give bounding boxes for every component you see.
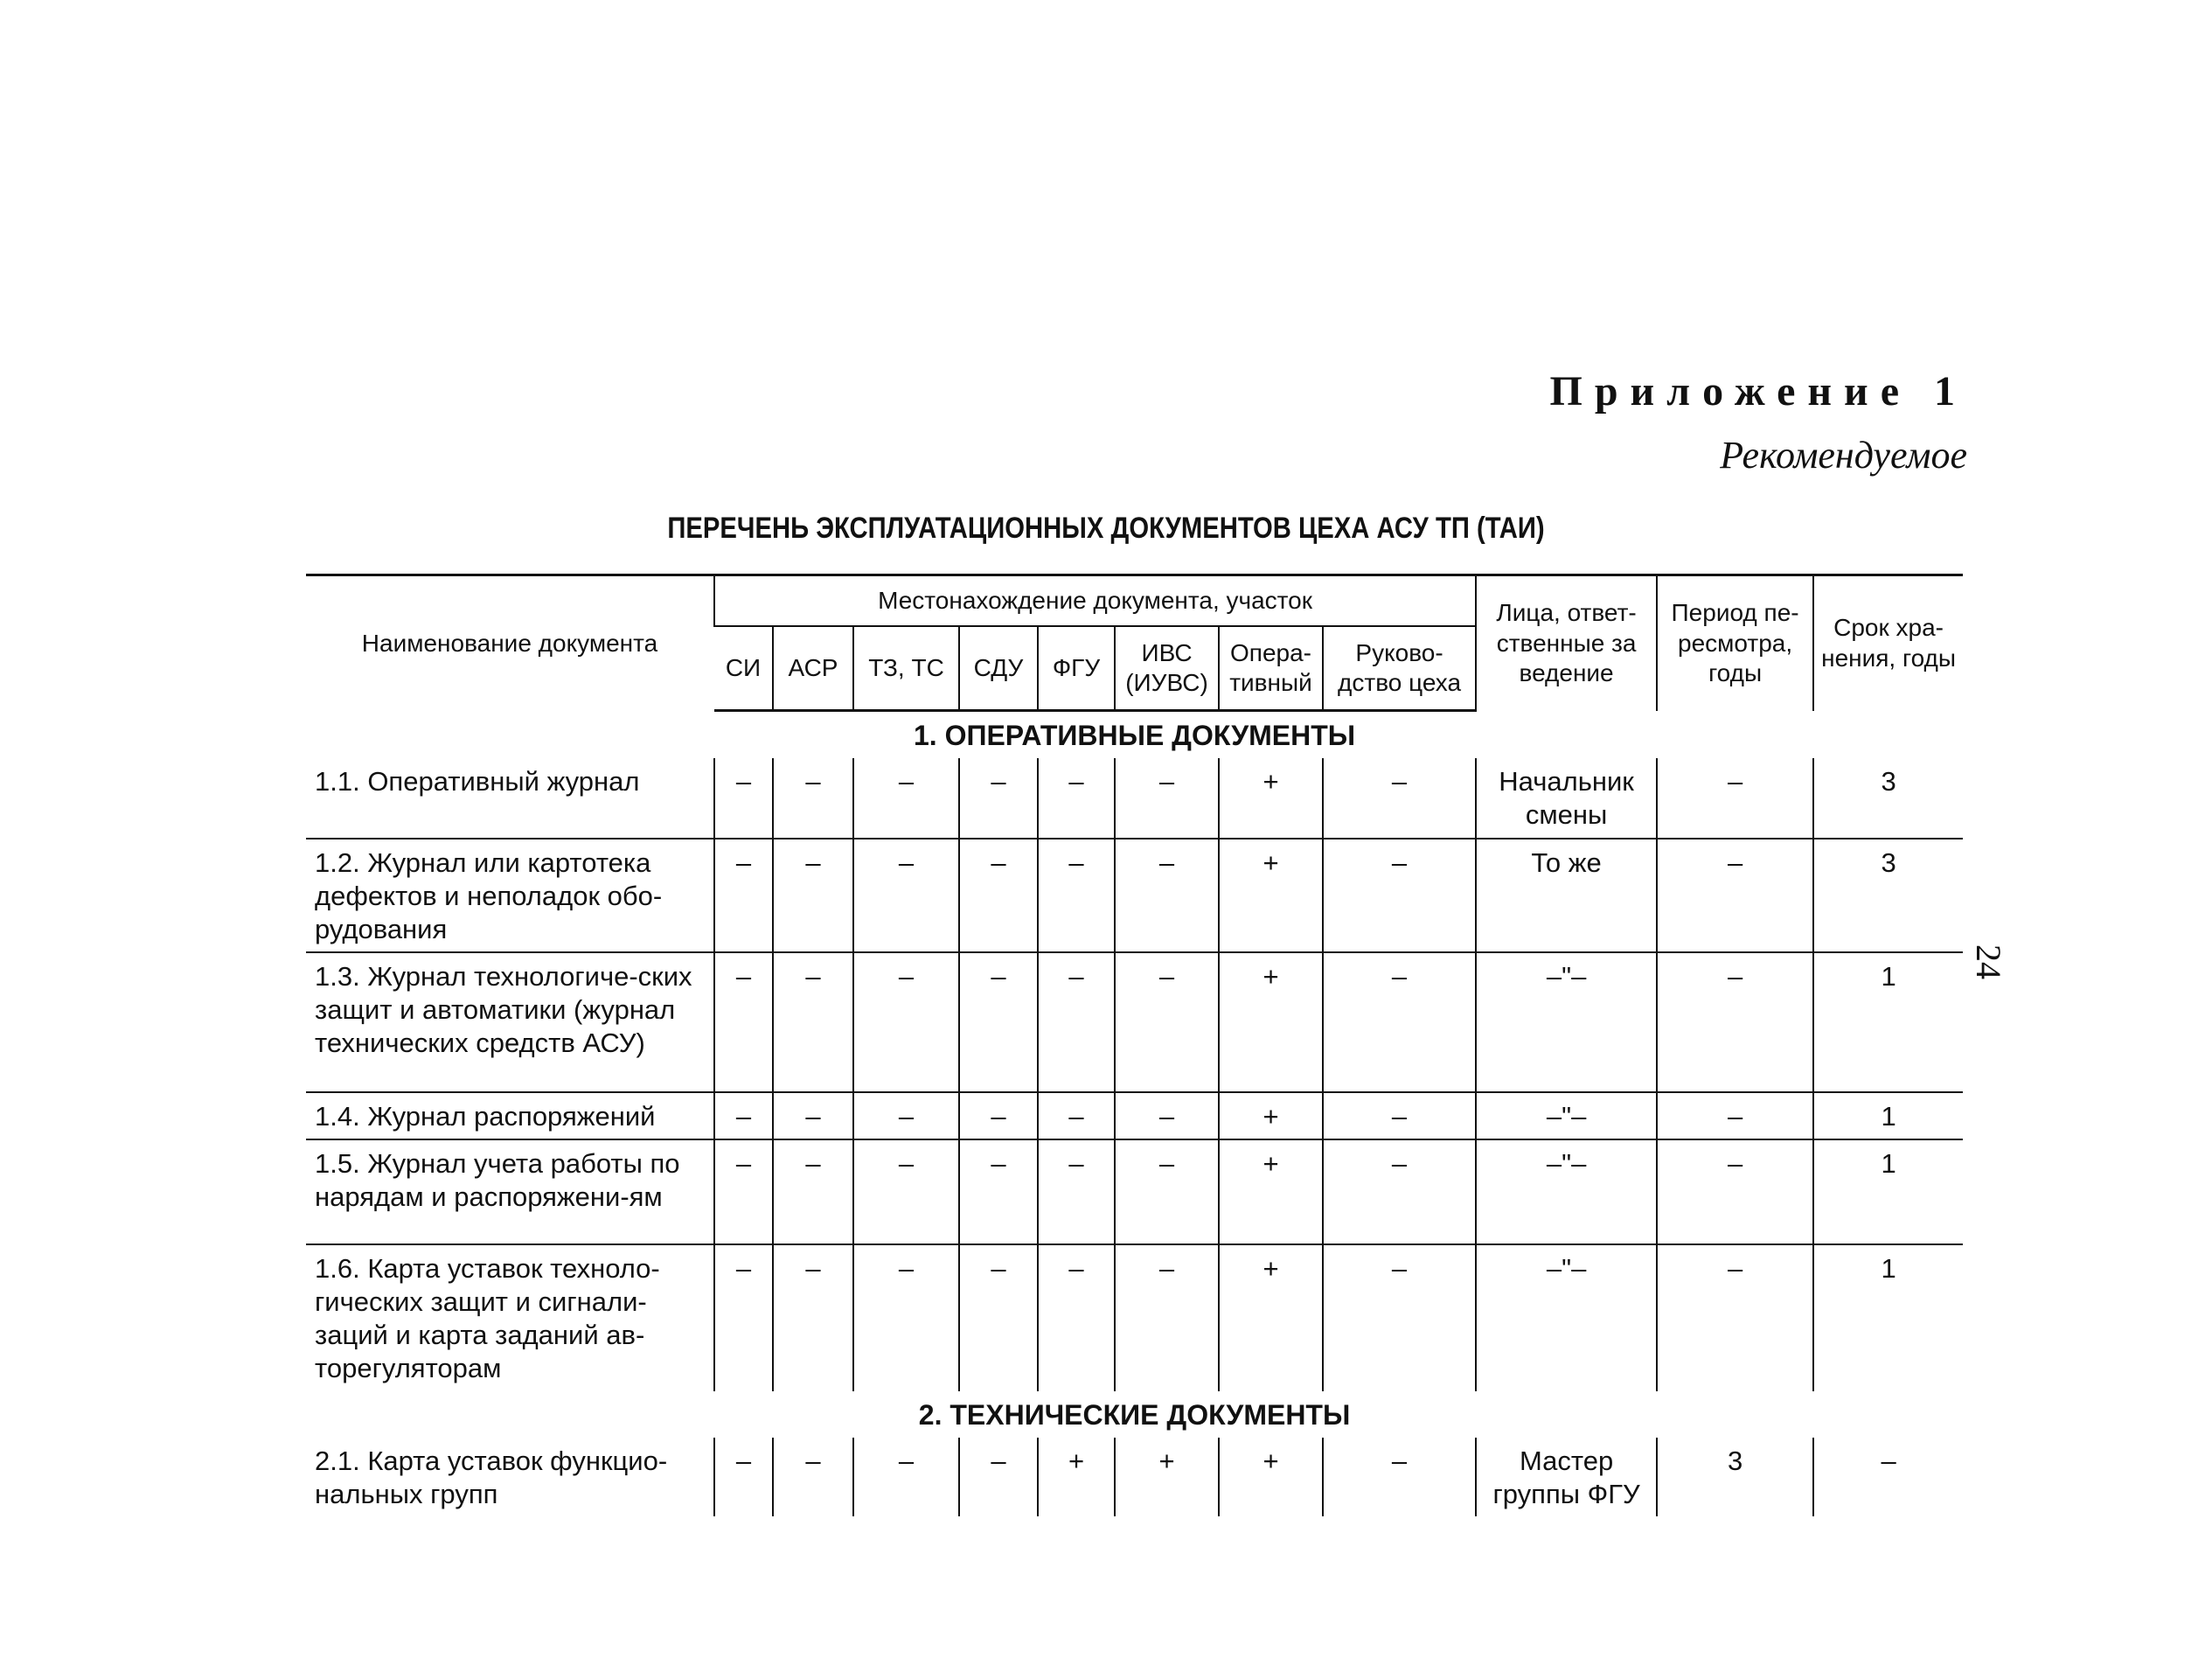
location-mark-cell: – [714,1244,773,1391]
location-mark-cell: + [1219,952,1323,1092]
document-name-cell: 1.1. Оперативный журнал [306,758,714,838]
col-header-name: Наименование документа [306,575,714,711]
location-mark-cell: – [1115,1092,1219,1139]
location-mark-cell: – [853,1438,959,1516]
table-row [306,952,1963,1092]
section-row [306,1391,1963,1438]
location-mark-cell: – [714,1092,773,1139]
document-title: ПЕРЕЧЕНЬ ЭКСПЛУАТАЦИОННЫХ ДОКУМЕНТОВ ЦЕХА АСУ ТП (ТАИ) [667,512,1545,545]
location-mark-cell: – [714,1438,773,1516]
documents-table [306,574,1963,1516]
location-mark-cell: – [773,1438,853,1516]
section-row [306,711,1963,759]
col-header-storage: Срок хра-нения, годы [1813,575,1963,711]
location-mark-cell: – [959,839,1038,952]
col-header-tz-ts: ТЗ, ТС [853,626,959,711]
storage-period-cell: 1 [1813,952,1963,1092]
responsible-cell: –"– [1476,1139,1657,1244]
location-mark-cell: – [1038,1139,1115,1244]
col-header-location-group: Местонахождение документа, участок [714,575,1476,627]
location-mark-cell: + [1219,758,1323,838]
location-mark-cell: – [1115,839,1219,952]
location-mark-cell: – [1038,952,1115,1092]
location-mark-cell: – [959,952,1038,1092]
storage-period-cell: 1 [1813,1092,1963,1139]
location-mark-cell: – [773,1244,853,1391]
storage-period-cell: 3 [1813,758,1963,838]
section-title: 2. ТЕХНИЧЕСКИЕ ДОКУМЕНТЫ [918,1398,1351,1431]
responsible-cell: То же [1476,839,1657,952]
location-mark-cell: – [853,1139,959,1244]
review-period-cell: – [1657,1139,1813,1244]
location-mark-cell: – [1323,952,1476,1092]
location-mark-cell: – [853,1244,959,1391]
location-mark-cell: – [1038,758,1115,838]
location-mark-cell: – [1115,1139,1219,1244]
location-mark-cell: – [714,952,773,1092]
location-mark-cell: – [1115,758,1219,838]
col-header-responsible: Лица, ответ-ственные за ведение [1476,575,1657,711]
location-mark-cell: – [959,1244,1038,1391]
location-mark-cell: – [1323,1092,1476,1139]
location-mark-cell: – [853,952,959,1092]
location-mark-cell: – [773,1139,853,1244]
table-row [306,1438,1963,1516]
location-mark-cell: – [773,758,853,838]
col-header-review: Период пе-ресмотра, годы [1657,575,1813,711]
location-mark-cell: – [714,758,773,838]
location-mark-cell: + [1219,1438,1323,1516]
col-header-si: СИ [714,626,773,711]
storage-period-cell: 1 [1813,1139,1963,1244]
location-mark-cell: + [1219,839,1323,952]
location-mark-cell: – [714,839,773,952]
document-name-cell: 1.5. Журнал учета работы по нарядам и распоряжени-ям [306,1139,714,1244]
location-mark-cell: – [773,952,853,1092]
review-period-cell: – [1657,1244,1813,1391]
location-mark-cell: – [1323,839,1476,952]
location-mark-cell: – [773,839,853,952]
review-period-cell: – [1657,1092,1813,1139]
location-mark-cell: – [959,758,1038,838]
location-mark-cell: – [1323,1438,1476,1516]
col-header-sdu: СДУ [959,626,1038,711]
location-mark-cell: – [959,1139,1038,1244]
table-row [306,1244,1963,1391]
review-period-cell: – [1657,952,1813,1092]
location-mark-cell: – [853,1092,959,1139]
location-mark-cell: + [1219,1092,1323,1139]
location-mark-cell: – [1038,1244,1115,1391]
appendix-heading: Приложение 1 [1549,368,1967,415]
table-row [306,839,1963,952]
appendix-status: Рекомендуемое [1720,434,1967,477]
location-mark-cell: – [1038,839,1115,952]
location-mark-cell: – [853,839,959,952]
document-name-cell: 1.6. Карта уставок техноло-гических защит и сигнали-заций и карта заданий ав-торегуляторам [315,1253,660,1384]
col-header-ivs: ИВС (ИУВС) [1115,626,1219,711]
location-mark-cell: + [1038,1438,1115,1516]
col-header-management: Руково-дство цеха [1323,626,1476,711]
location-mark-cell: – [773,1092,853,1139]
section-title: 1. ОПЕРАТИВНЫЕ ДОКУМЕНТЫ [913,720,1356,751]
review-period-cell: – [1657,839,1813,952]
storage-period-cell: – [1813,1438,1963,1516]
location-mark-cell: + [1219,1139,1323,1244]
storage-period-cell: 1 [1813,1244,1963,1391]
location-mark-cell: – [1323,1139,1476,1244]
document-name-cell: 2.1. Карта уставок функцио-нальных групп [315,1445,668,1510]
location-mark-cell: – [1038,1092,1115,1139]
page-number: 24 [1969,944,2008,979]
location-mark-cell: – [959,1438,1038,1516]
document-name-cell: 1.2. Журнал или картотека дефектов и неполадок обо-рудования [306,839,714,952]
location-mark-cell: – [959,1092,1038,1139]
responsible-cell: –"– [1476,1244,1657,1391]
col-header-asr: АСР [773,626,853,711]
table-row [306,1139,1963,1244]
location-mark-cell: – [714,1139,773,1244]
responsible-cell: –"– [1476,1092,1657,1139]
responsible-cell: Мастер группы ФГУ [1476,1438,1657,1516]
table-row [306,758,1963,838]
document-name-cell: 1.4. Журнал распоряжений [306,1092,714,1139]
location-mark-cell: – [1115,1244,1219,1391]
responsible-cell: Начальник смены [1476,758,1657,838]
location-mark-cell: – [1323,1244,1476,1391]
col-header-operative: Опера-тивный [1219,626,1323,711]
table-header-row [306,575,1963,627]
location-mark-cell: – [853,758,959,838]
document-name-cell: 1.3. Журнал технологиче-ских защит и автоматики (журнал технических средств АСУ) [306,952,714,1092]
location-mark-cell: + [1115,1438,1219,1516]
storage-period-cell: 3 [1813,839,1963,952]
col-header-fgu: ФГУ [1038,626,1115,711]
responsible-cell: –"– [1476,952,1657,1092]
table-row [306,1092,1963,1139]
review-period-cell: – [1657,758,1813,838]
location-mark-cell: – [1323,758,1476,838]
review-period-cell: 3 [1657,1438,1813,1516]
location-mark-cell: – [1115,952,1219,1092]
location-mark-cell: + [1219,1244,1323,1391]
